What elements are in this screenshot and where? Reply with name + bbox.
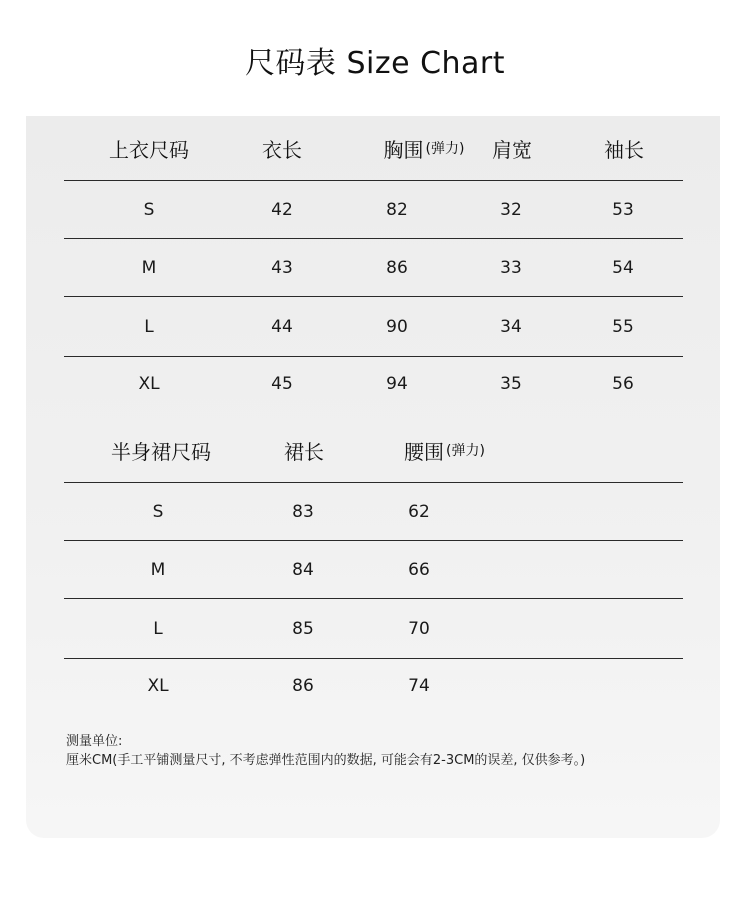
cell-waist: 66 — [408, 559, 430, 580]
cell-waist: 70 — [408, 618, 430, 639]
header-chest-label: 胸围 — [383, 137, 424, 162]
cell-size: M — [150, 559, 166, 580]
size-chart-card — [26, 116, 720, 838]
cell-size: L — [144, 316, 154, 337]
header-waist-label: 腰围 — [404, 439, 445, 464]
cell-length: 43 — [271, 257, 293, 278]
table-row — [64, 541, 683, 599]
bottom-size-table — [64, 418, 683, 713]
header-chest — [364, 116, 484, 180]
cell-chest: 94 — [386, 374, 408, 394]
cell-size: L — [153, 618, 163, 639]
header-top-size: 上衣尺码 — [109, 137, 189, 162]
cell-sleeve: 56 — [612, 374, 634, 394]
cell-length: 86 — [292, 676, 314, 696]
cell-length: 44 — [271, 316, 293, 337]
cell-chest: 86 — [386, 257, 408, 278]
measurement-unit-label: 测量单位: — [66, 734, 123, 749]
cell-shoulder: 33 — [500, 257, 522, 278]
top-size-table — [64, 116, 683, 411]
cell-length: 42 — [271, 199, 293, 220]
cell-sleeve: 53 — [612, 199, 634, 220]
table-row — [64, 357, 683, 411]
cell-length: 83 — [292, 501, 314, 522]
table-row — [64, 659, 683, 713]
cell-length: 84 — [292, 559, 314, 580]
cell-shoulder: 34 — [500, 316, 522, 337]
table-row — [64, 239, 683, 297]
cell-chest: 82 — [386, 199, 408, 220]
cell-chest: 90 — [386, 316, 408, 337]
cell-length: 45 — [271, 374, 293, 394]
page-title: 尺码表 Size Chart — [244, 46, 506, 81]
cell-sleeve: 55 — [612, 316, 634, 337]
table-row — [64, 297, 683, 357]
cell-size: S — [152, 501, 164, 522]
header-top-length: 衣长 — [262, 137, 302, 162]
table-header-row — [64, 116, 683, 181]
header-skirt-size: 半身裙尺码 — [111, 439, 211, 464]
header-waist — [382, 418, 507, 482]
cell-shoulder: 35 — [500, 374, 522, 394]
cell-size: S — [143, 199, 155, 220]
cell-size: M — [141, 257, 157, 278]
header-chest-note: (弹力) — [425, 141, 465, 157]
header-shoulder: 肩宽 — [492, 137, 532, 162]
cell-waist: 74 — [408, 676, 430, 696]
cell-sleeve: 54 — [612, 257, 634, 278]
cell-size: XL — [147, 676, 169, 696]
measurement-disclaimer: 厘米CM(手工平铺测量尺寸, 不考虑弹性范围内的数据, 可能会有2-3CM的误差, 仅供参考。) — [66, 753, 586, 768]
cell-waist: 62 — [408, 501, 430, 522]
header-waist-note: (弹力) — [446, 443, 485, 459]
header-sleeve: 袖长 — [604, 137, 644, 162]
header-skirt-length: 裙长 — [284, 439, 324, 464]
cell-length: 85 — [292, 618, 314, 639]
cell-shoulder: 32 — [500, 199, 522, 220]
measurement-note — [66, 732, 585, 770]
table-row — [64, 181, 683, 239]
cell-size: XL — [138, 374, 160, 394]
table-row — [64, 599, 683, 659]
table-header-row — [64, 418, 683, 483]
table-row — [64, 483, 683, 541]
